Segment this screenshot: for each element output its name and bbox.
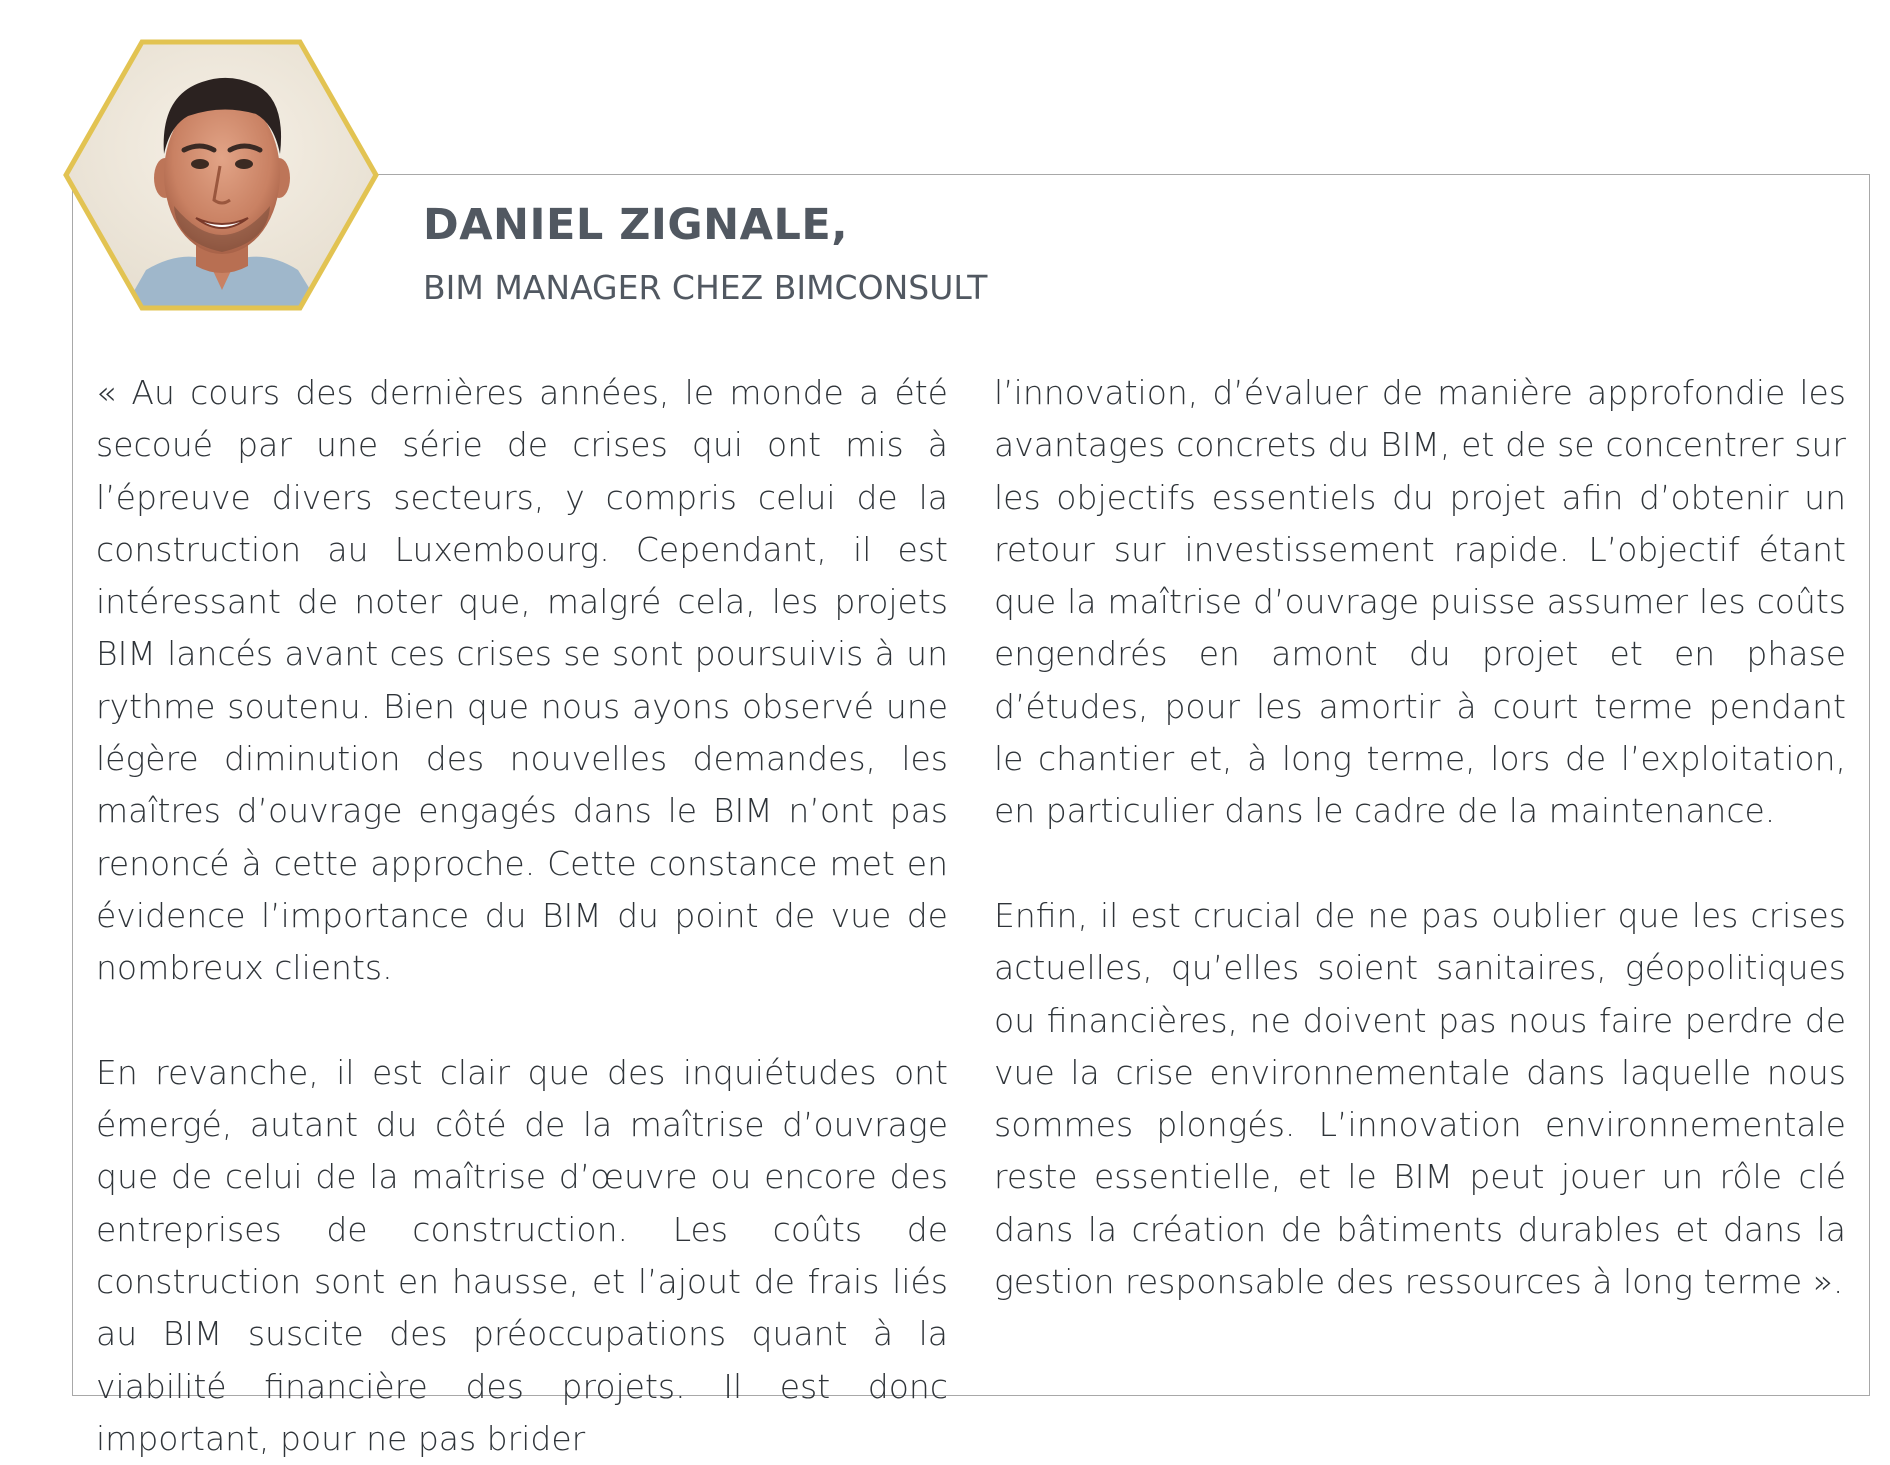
person-name: DANIEL ZIGNALE,	[423, 200, 849, 250]
portrait-hexagon	[62, 38, 380, 312]
paragraph: l’innovation, d’évaluer de manière approfondie les avantages concrets du BIM, et de se concentrer sur les objectifs essentiels du projet afin d’obtenir un retour sur investissement rapide. L’objectif étant que la maîtrise d’ouvrage puisse assumer les coûts engendrés en amont du projet et en phase d’études, pour les amortir à court terme pendant le chantier et, à long terme, lors de l’exploitation, en particulier dans le cadre de la maintenance.	[994, 373, 1846, 831]
portrait-photo	[62, 38, 380, 312]
text-column-right	[994, 367, 1846, 1308]
text-column-left	[96, 367, 948, 1465]
person-role: BIM MANAGER CHEZ BIMCONSULT	[423, 268, 988, 307]
paragraph: En revanche, il est clair que des inquiétudes ont émergé, autant du côté de la maîtrise d’ouvrage que de celui de la maîtrise d’œuvre ou encore des entreprises de construction. Les coûts de construction sont en hausse, et l’ajout de frais liés au BIM suscite des préoccupations quant à la viabilité financière des projets. Il est donc important, pour ne pas brider	[96, 1052, 948, 1458]
paragraph: « Au cours des dernières années, le monde a été secoué par une série de crises qui ont mis à l’épreuve divers secteurs, y compris celui de la construction au Luxembourg. Cependant, il est intéressant de noter que, malgré cela, les projets BIM lancés avant ces crises se sont poursuivis à un rythme soutenu. Bien que nous ayons observé une légère diminution des nouvelles demandes, les maîtres d’ouvrage engagés dans le BIM n’ont pas renoncé à cette approche. Cette constance met en évidence l’importance du BIM du point de vue de nombreux clients.	[96, 373, 948, 988]
paragraph: Enfin, il est crucial de ne pas oublier que les crises actuelles, qu’elles soient sanitaires, géopolitiques ou financières, ne doivent pas nous faire perdre de vue la crise environnementale dans laquelle nous sommes plongés. L’innovation environnementale reste essentielle, et le BIM peut jouer un rôle clé dans la création de bâtiments durables et dans la gestion responsable des ressources à long terme ».	[994, 895, 1846, 1302]
